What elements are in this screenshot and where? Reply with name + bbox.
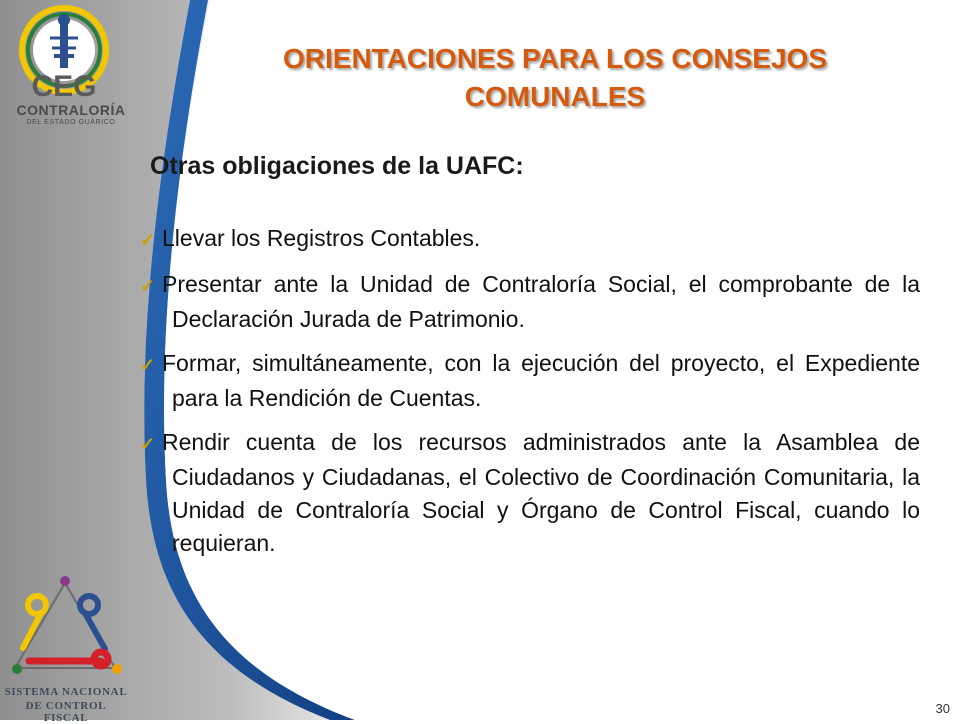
sistema-control-fiscal-logo xyxy=(5,573,125,683)
list-item xyxy=(140,426,920,560)
list-item-text: Formar, simultáneamente, con la ejecución del proyecto, el Expediente para la Rendición de Cuentas. xyxy=(162,350,920,411)
list-item-text: Presentar ante la Unidad de Contraloría Social, el comprobante de la Declaración Jurada de Patrimonio. xyxy=(162,271,920,332)
logo-bottom-line2: DE CONTROL FISCAL xyxy=(25,700,107,724)
obligations-list xyxy=(140,222,920,571)
list-item xyxy=(140,222,920,257)
svg-text:CEG: CEG xyxy=(31,70,97,103)
checkmark-icon: ✓ xyxy=(140,276,156,296)
checkmark-icon: ✓ xyxy=(140,355,156,375)
logo-top-subtitle: DEL ESTADO GUÁRICO xyxy=(26,119,116,126)
page-number: 30 xyxy=(935,701,950,716)
blue-key xyxy=(80,596,105,649)
list-item xyxy=(140,268,920,336)
list-item xyxy=(140,347,920,415)
logo-top-name: CONTRALORÍA xyxy=(16,102,126,118)
checkmark-icon: ✓ xyxy=(140,230,156,250)
checkmark-icon: ✓ xyxy=(140,434,156,454)
list-item-text: Rendir cuenta de los recursos administrados ante la Asamblea de Ciudadanos y Ciudadanas, el Colectivo de Coordinación Comunitaria, la Unidad de Contraloría Social y Órgano de Control Fiscal, cuando lo requieran. xyxy=(162,429,920,556)
list-item-text: Llevar los Registros Contables. xyxy=(162,225,481,251)
slide-title: ORIENTACIONES PARA LOS CONSEJOS COMUNALES xyxy=(283,43,827,112)
logo-bottom-line1: SISTEMA NACIONAL xyxy=(4,686,128,698)
slide-subtitle: Otras obligaciones de la UAFC: xyxy=(150,152,524,180)
red-key xyxy=(29,652,108,666)
